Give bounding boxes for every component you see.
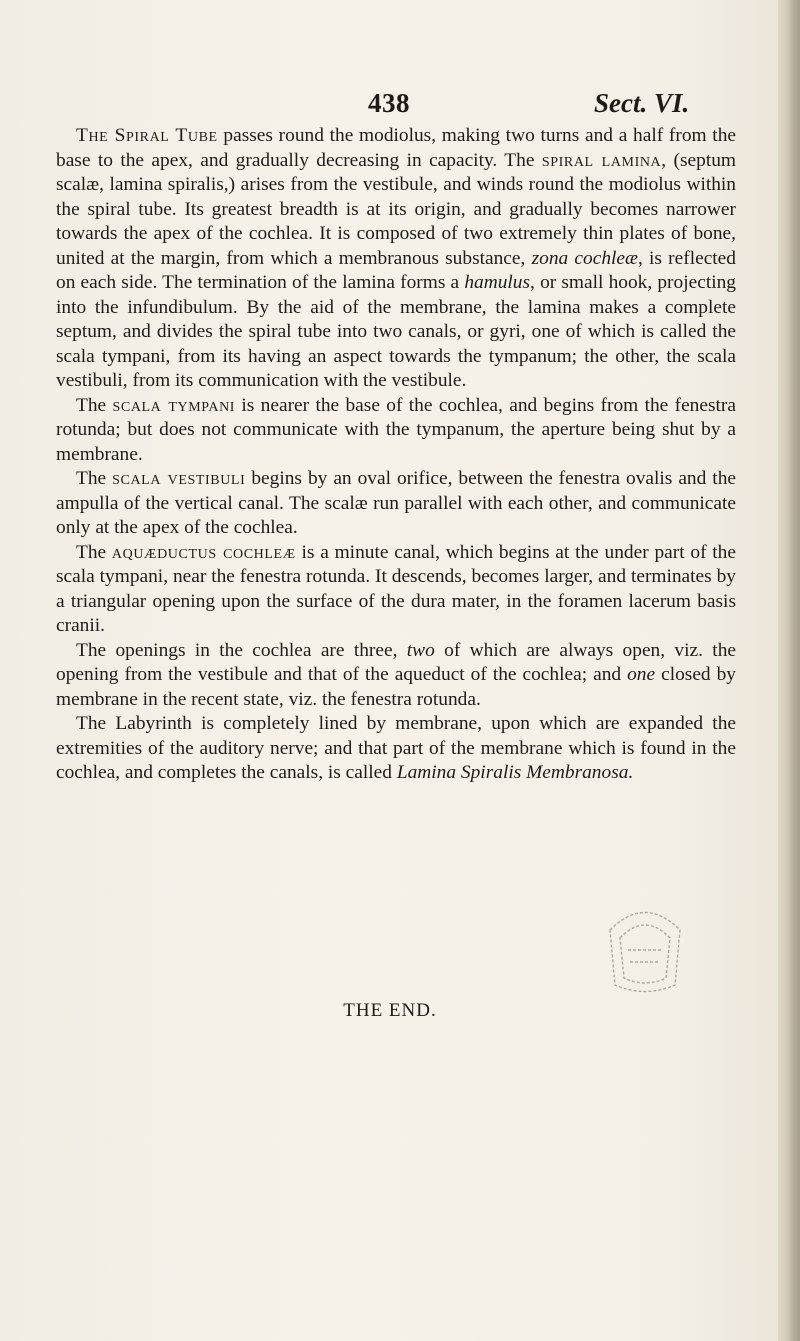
paragraph-text: The openings in the cochlea are three,	[76, 639, 407, 661]
paragraph-text: closed by membrane in the recent state, viz. the fenestra rotunda.	[56, 664, 737, 710]
paragraph-text: The	[76, 541, 112, 563]
paragraph-text: , or small hook, projecting into the infundibulum. By the aid of the membrane, the lamina makes a complete septum, and divides the spiral tube into two canals, or gyri, one of which is called the scala tympani, from its having an aspect towards the tympanum; the other, the scala vestibuli, from its communication with the vestibule.	[56, 272, 736, 391]
term-hamulus: hamulus	[464, 272, 531, 293]
paragraph-text: The	[76, 394, 113, 416]
term-two: two	[406, 639, 435, 661]
paragraph-text: , (septum scalæ, lamina spiralis,) arises from the vestibule, and winds round the modiolus within the spiral tube. Its greatest breadth is at its origin, and gradually becomes narrower towards the apex of the cochlea. It is composed of two extremely thin plates of bone, united at the margin, from which a membranous substance,	[56, 149, 736, 269]
term-spiral-tube: The Spiral Tube	[76, 125, 218, 146]
section-label: Sect. VI.	[594, 88, 690, 118]
page-edge-shadow	[778, 0, 800, 1341]
page-header	[0, 88, 800, 128]
paragraph-spiral-tube	[56, 124, 736, 394]
the-end-text: THE END.	[343, 1000, 437, 1021]
paragraph-text: of which are always open, viz. the opening from the vestibule and that of the aqueduct of the cochlea; and	[56, 639, 736, 685]
paragraph-text: The Labyrinth is completely lined by membrane, upon which are expanded the extremities of the auditory nerve; and that part of the membrane which is found in the cochlea, and completes the canals, is called	[56, 713, 736, 783]
term-one: one	[627, 664, 656, 685]
paragraph-text: is nearer the base of the cochlea, and begins from the fenestra rotunda; but does not communicate with the tympanum, the aperture being shut by a membrane.	[56, 394, 736, 465]
term-scala-vestibuli: scala vestibuli	[112, 468, 246, 489]
paragraph-openings	[56, 639, 736, 713]
paragraph-text: , is reflected on each side. The termination of the lamina forms a	[56, 247, 736, 293]
term-aqueductus-cochleae: aquæductus cochleæ	[111, 541, 296, 563]
paragraph-text: is a minute canal, which begins at the under part of the scala tympani, near the fenestra rotunda. It descends, becomes larger, and terminates by a triangular opening upon the surface of the dura mater, in the foramen lacerum basis cranii.	[56, 541, 736, 636]
body-text	[56, 124, 736, 786]
paragraph-text: The	[76, 468, 113, 489]
paragraph-text: begins by an oval orifice, between the fenestra ovalis and the ampulla of the vertical canal. The scalæ run parallel with each other, and communicate only at the apex of the cochlea.	[56, 468, 736, 538]
page-number: 438	[368, 88, 410, 118]
paragraph-scala-tympani	[56, 394, 736, 468]
paragraph-aqueduct	[56, 541, 736, 639]
paragraph-text: passes round the modiolus, making two turns and a half from the base to the apex, and gradually decreasing in capacity. The	[56, 125, 737, 171]
term-spiral-lamina: spiral lamina	[541, 149, 662, 171]
paragraph-labyrinth	[56, 712, 736, 786]
term-lamina-spiralis-membranosa: Lamina Spiralis Membranosa.	[396, 762, 634, 783]
end-marker	[0, 1000, 800, 1022]
library-stamp-mark	[590, 890, 700, 1000]
paragraph-scala-vestibuli	[56, 467, 736, 541]
term-zona-cochleae: zona cochleæ	[531, 247, 638, 269]
term-scala-tympani: scala tympani	[112, 394, 236, 416]
